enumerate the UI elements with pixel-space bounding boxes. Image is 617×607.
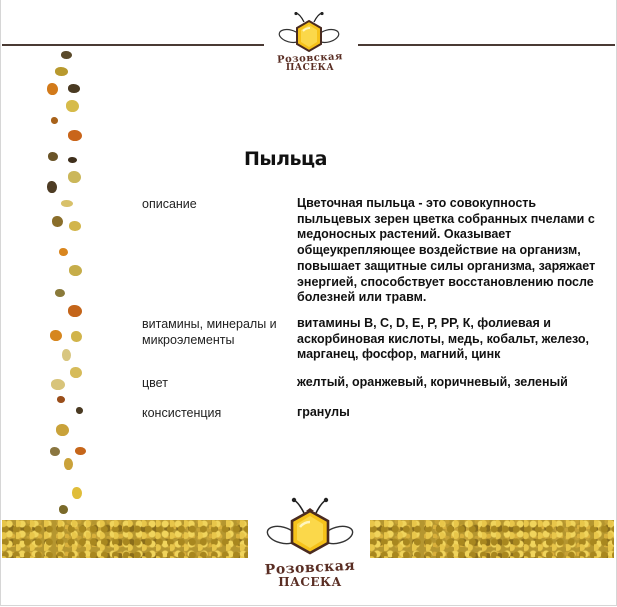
property-value: гранулы — [297, 405, 350, 419]
page-title: Пыльца — [244, 147, 327, 170]
property-label: витамины, минералы и микроэлементы — [142, 317, 277, 347]
property-label: цвет — [142, 376, 168, 390]
brand-name-bottom: Розовская — [264, 557, 356, 579]
property-value: Цветочная пыльца - это совокупность пыльцевых зерен цветка собранных пчелами с медоносных растений. Оказывает общеукрепляющее воздействие на организм, повышает защитные силы организма, заряжает энергией, способствует восстановлению после болезней или травм. — [297, 196, 596, 305]
brand-subtitle-bottom: ПАСЕКА — [278, 575, 342, 589]
header-divider-left — [2, 44, 264, 46]
brand-name-top: Розовская — [276, 51, 344, 66]
property-value: витамины В, С, D, Е, Р, РР, К, фолиевая и аскорбиновая кислоты, медь, кобальт, железо, марганец, фосфор, магний, цинк — [297, 316, 590, 362]
header-divider-right — [358, 44, 615, 46]
property-value: желтый, оранжевый, коричневый, зеленый — [297, 375, 568, 389]
brand-subtitle-top: ПАСЕКА — [285, 63, 335, 73]
property-label: описание — [142, 197, 197, 211]
pollen-banner-right — [370, 520, 614, 558]
pollen-banner-left — [2, 520, 248, 558]
property-label: консистенция — [142, 406, 222, 420]
